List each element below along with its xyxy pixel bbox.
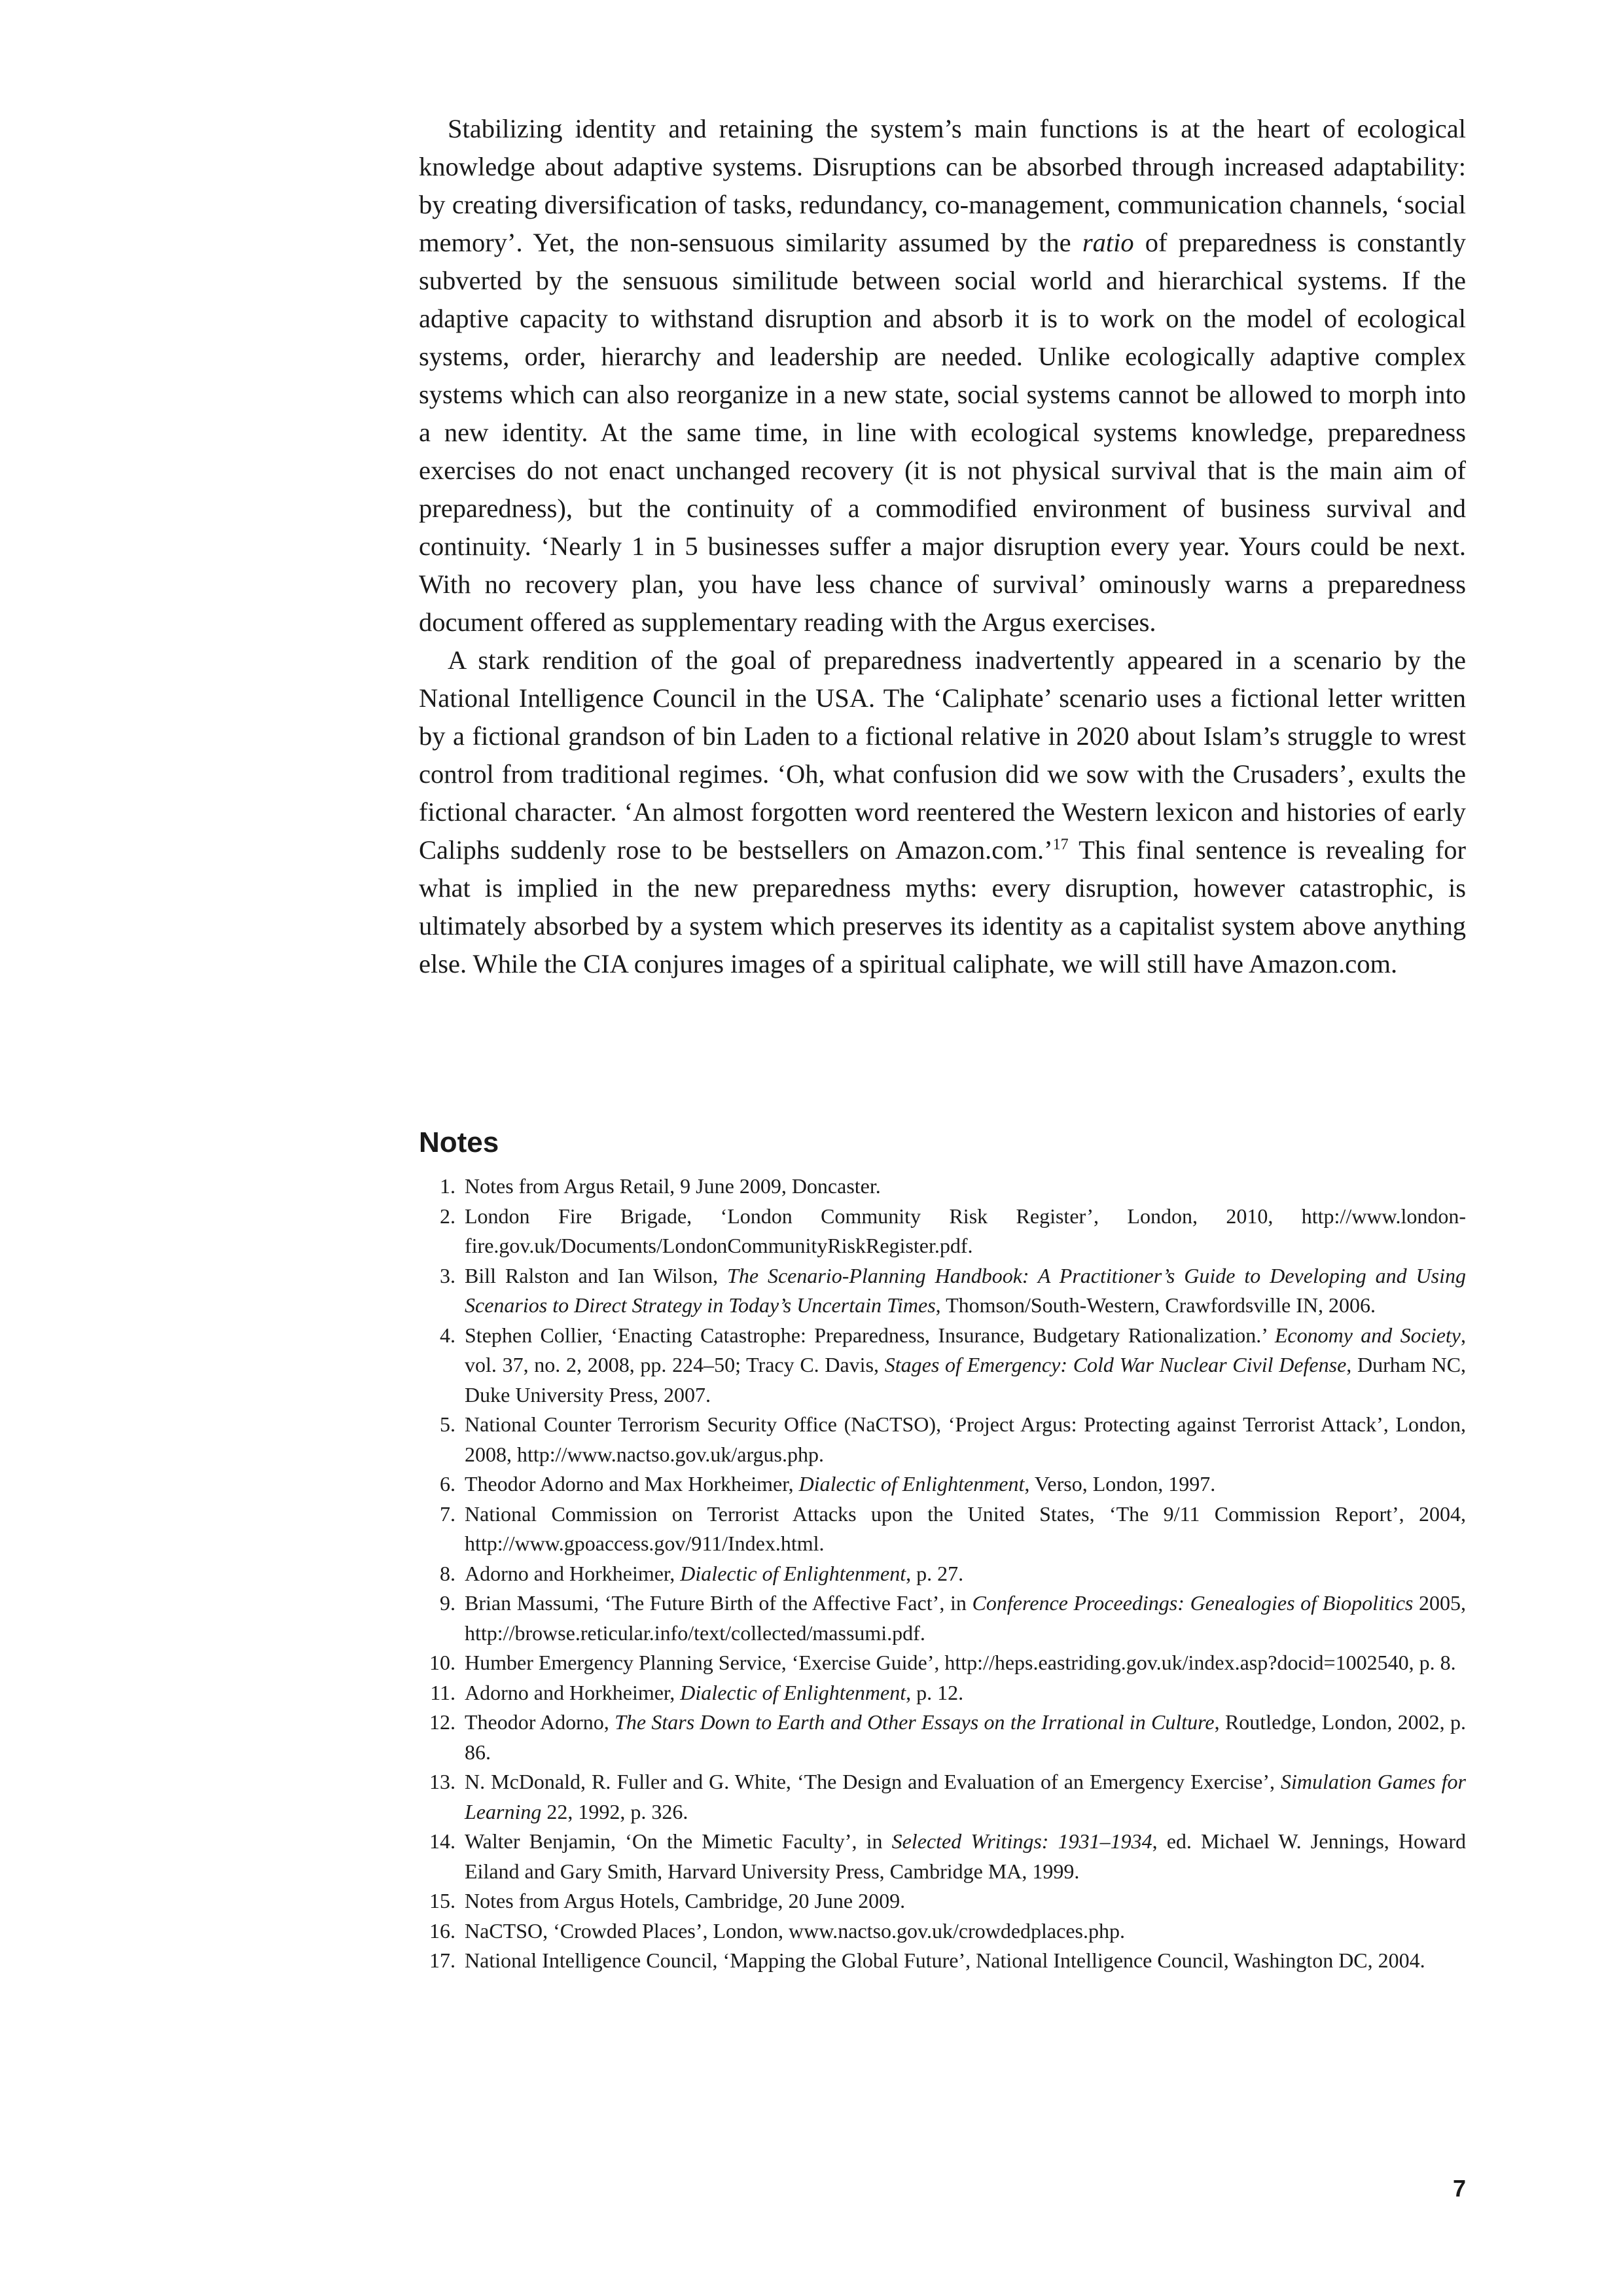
note-item-3 bbox=[419, 1261, 1466, 1321]
note-text: 2005, http://browse.reticular.info/text/collected/massumi.pdf. bbox=[465, 1591, 1467, 1645]
note-number: 14. bbox=[429, 1829, 455, 1853]
note-text: Notes from Argus Retail, 9 June 2009, Doncaster. bbox=[465, 1174, 881, 1198]
paragraph-1-italic: ratio bbox=[1082, 228, 1134, 257]
page-number: 7 bbox=[1452, 2175, 1466, 2202]
note-text: Theodor Adorno and Max Horkheimer, bbox=[465, 1472, 799, 1496]
paragraph-1-text-b: of preparedness is constantly subverted by the sensuous similitude between social world and hierarchical systems. If the adaptive capacity to withstand disruption and absorb it is to work on the model of ecological systems, order, hierarchy and leadership are needed. Unlike ecologically adaptive complex systems which can also reorganize in a new state, social systems cannot be allowed to morph into a new identity. At the same time, in line with ecological systems knowledge, preparedness exercises do not enact unchanged recovery (it is not physical survival that is the main aim of preparedness), but the continuity of a commodified environment of business survival and continuity. ‘Nearly 1 in 5 businesses suffer a major disruption every year. Yours could be next. With no recovery plan, you have less chance of survival’ ominously warns a preparedness document offered as supplementary reading with the Argus exercises. bbox=[419, 228, 1466, 637]
note-item-10 bbox=[419, 1648, 1466, 1678]
note-number: 2. bbox=[440, 1204, 455, 1228]
note-item-4 bbox=[419, 1321, 1466, 1410]
note-number: 1. bbox=[440, 1174, 455, 1198]
note-number: 5. bbox=[440, 1412, 455, 1436]
notes-heading: Notes bbox=[419, 1126, 499, 1158]
note-item-12 bbox=[419, 1708, 1466, 1767]
note-text: NaCTSO, ‘Crowded Places’, London, www.nactso.gov.uk/crowdedplaces.php. bbox=[465, 1918, 1125, 1943]
note-number: 12. bbox=[429, 1710, 455, 1734]
note-item-16 bbox=[419, 1916, 1466, 1946]
note-text: , p. 27. bbox=[906, 1561, 964, 1585]
note-number: 8. bbox=[440, 1561, 455, 1585]
note-text: London Fire Brigade, ‘London Community Risk Register’, London, 2010, http://www.london-fire.gov.uk/Documents/LondonCommunityRiskRegister.pdf. bbox=[465, 1204, 1466, 1257]
note-text: Brian Massumi, ‘The Future Birth of the Affective Fact’, in bbox=[465, 1591, 972, 1615]
note-number: 16. bbox=[429, 1918, 455, 1943]
note-title-italic: Conference Proceedings: Genealogies of Biopolitics bbox=[972, 1591, 1414, 1615]
note-text: Humber Emergency Planning Service, ‘Exercise Guide’, http://heps.eastriding.gov.uk/index.asp?docid=1002540, p. 8. bbox=[465, 1651, 1456, 1674]
note-number: 4. bbox=[440, 1323, 455, 1347]
note-number: 9. bbox=[440, 1591, 455, 1615]
note-text: National Intelligence Council, ‘Mapping the Global Future’, National Intelligence Council, Washington DC, 2004. bbox=[465, 1948, 1425, 1972]
note-item-13 bbox=[419, 1767, 1466, 1827]
note-text: , Verso, London, 1997. bbox=[1024, 1472, 1216, 1496]
note-item-15 bbox=[419, 1886, 1466, 1916]
note-text: , p. 12. bbox=[906, 1680, 964, 1704]
footnote-ref-17[interactable]: 17 bbox=[1052, 836, 1069, 853]
note-text: Walter Benjamin, ‘On the Mimetic Faculty’, in bbox=[465, 1829, 892, 1853]
paragraph-1 bbox=[419, 110, 1466, 641]
note-text: National Commission on Terrorist Attacks upon the United States, ‘The 9/11 Commission Report’, 2004, http://www.gpoaccess.gov/911/Index.html. bbox=[465, 1501, 1466, 1555]
note-text: N. McDonald, R. Fuller and G. White, ‘The Design and Evaluation of an Emergency Exercise’, bbox=[465, 1770, 1281, 1793]
note-text: , vol. 37, no. 2, 2008, pp. 224–50; Tracy C. Davis, bbox=[465, 1323, 1467, 1376]
note-text: , Durham NC, Duke University Press, 2007. bbox=[465, 1353, 1467, 1407]
note-item-6 bbox=[419, 1469, 1466, 1499]
note-text: Adorno and Horkheimer, bbox=[465, 1680, 681, 1704]
paragraph-2 bbox=[419, 641, 1466, 983]
note-number: 13. bbox=[429, 1770, 455, 1793]
note-title-italic: Economy and Society bbox=[1274, 1323, 1461, 1347]
note-item-9 bbox=[419, 1588, 1466, 1648]
note-text: , Thomson/South-Western, Crawfordsville IN, 2006. bbox=[935, 1293, 1376, 1317]
note-text: Notes from Argus Hotels, Cambridge, 20 June 2009. bbox=[465, 1889, 906, 1912]
note-number: 3. bbox=[440, 1263, 455, 1287]
body-text bbox=[419, 110, 1466, 983]
note-item-17 bbox=[419, 1946, 1466, 1976]
note-text: , ed. Michael W. Jennings, Howard Eiland and Gary Smith, Harvard University Press, Cambridge MA, 1999. bbox=[465, 1829, 1466, 1883]
note-title-italic: The Scenario-Planning Handbook: A Practitioner’s Guide to Developing and Using Scenarios to Direct Strategy in Today’s Uncertain Times bbox=[465, 1263, 1467, 1317]
note-item-2 bbox=[419, 1202, 1466, 1261]
note-item-1 bbox=[419, 1172, 1466, 1202]
note-title-italic: Stages of Emergency: Cold War Nuclear Civil Defense bbox=[884, 1353, 1347, 1376]
note-item-5 bbox=[419, 1410, 1466, 1469]
note-item-14 bbox=[419, 1827, 1466, 1886]
note-title-italic: The Stars Down to Earth and Other Essays on the Irrational in Culture bbox=[615, 1710, 1215, 1734]
note-text: Stephen Collier, ‘Enacting Catastrophe: Preparedness, Insurance, Budgetary Rationalization.’ bbox=[465, 1323, 1275, 1347]
note-text: National Counter Terrorism Security Office (NaCTSO), ‘Project Argus: Protecting against Terrorist Attack’, London, 2008, http://www.nactso.gov.uk/argus.php. bbox=[465, 1412, 1466, 1466]
note-number: 10. bbox=[429, 1651, 455, 1674]
paragraph-2-text-a: A stark rendition of the goal of preparedness inadvertently appeared in a scenario by the National Intelligence Council in the USA. The ‘Caliphate’ scenario uses a fictional letter written by a fictional grandson of bin Laden to a fictional relative in 2020 about Islam’s struggle to wrest control from traditional regimes. ‘Oh, what confusion did we sow with the Crusaders’, exults the fictional character. ‘An almost forgotten word reentered the Western lexicon and histories of early Caliphs suddenly rose to be bestsellers on Amazon.com.’ bbox=[419, 645, 1466, 865]
note-number: 7. bbox=[440, 1501, 455, 1526]
note-text: Adorno and Horkheimer, bbox=[465, 1561, 681, 1585]
note-title-italic: Selected Writings: 1931–1934 bbox=[891, 1829, 1152, 1853]
paragraph-2-text-b: This final sentence is revealing for what is implied in the new preparedness myths: every disruption, however catastrophic, is ultimately absorbed by a system which preserves its identity as a capitalist system above anything else. While the CIA conjures images of a spiritual caliphate, we will still have Amazon.com. bbox=[419, 835, 1466, 978]
note-title-italic: Dialectic of Enlightenment bbox=[680, 1561, 906, 1585]
note-number: 15. bbox=[429, 1889, 455, 1912]
note-number: 6. bbox=[440, 1472, 455, 1496]
note-text: Bill Ralston and Ian Wilson, bbox=[465, 1263, 728, 1287]
note-title-italic: Simulation Games for Learning bbox=[465, 1770, 1467, 1823]
note-item-11 bbox=[419, 1678, 1466, 1708]
note-text: Theodor Adorno, bbox=[465, 1710, 615, 1734]
note-title-italic: Dialectic of Enlightenment bbox=[680, 1680, 906, 1704]
note-text: 22, 1992, p. 326. bbox=[541, 1799, 688, 1823]
paragraph-1-text-a: Stabilizing identity and retaining the system’s main functions is at the heart of ecological knowledge about adaptive systems. Disruptions can be absorbed through increased adaptability: by creating diversification of tasks, redundancy, co-management, communication channels, ‘social memory’. Yet, the non-sensuous similarity assumed by the bbox=[419, 114, 1466, 257]
note-item-8 bbox=[419, 1559, 1466, 1589]
note-item-7 bbox=[419, 1499, 1466, 1559]
note-title-italic: Dialectic of Enlightenment bbox=[798, 1472, 1025, 1496]
notes-list bbox=[419, 1172, 1466, 1976]
note-number: 17. bbox=[429, 1948, 455, 1972]
note-text: , Routledge, London, 2002, p. 86. bbox=[465, 1710, 1466, 1764]
note-number: 11. bbox=[430, 1680, 455, 1704]
